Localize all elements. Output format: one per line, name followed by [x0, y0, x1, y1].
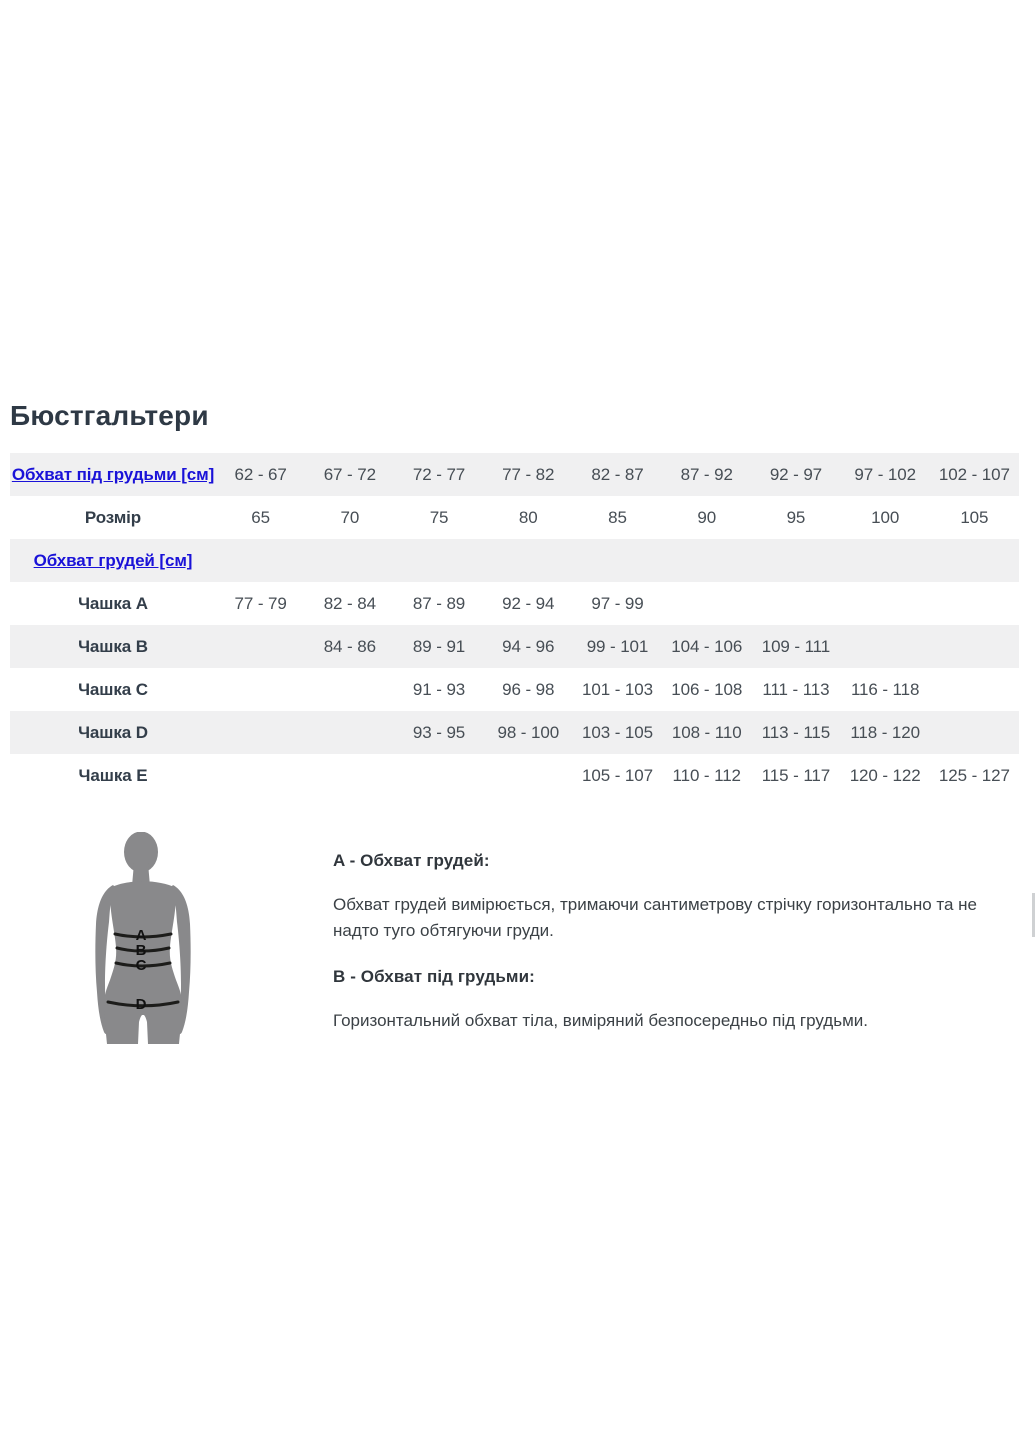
- table-cell: 108 - 110: [671, 723, 742, 742]
- table-cell: 109 - 111: [761, 637, 831, 656]
- table-cell: 95: [786, 508, 806, 527]
- section-b-body: Горизонтальний обхват тіла, виміряний безпосередньо під грудьми.: [333, 1011, 868, 1030]
- section-a-body: Обхват грудей вимірюється, тримаючи сантиметрову стрічку горизонтально та не надто туго обтягуючи груди.: [333, 895, 978, 940]
- table-cell: 70: [340, 508, 360, 527]
- table-row: [10, 496, 1019, 539]
- table-cell: 98 - 100: [497, 723, 560, 742]
- row-label: Чашка D: [78, 723, 148, 742]
- table-cell: 97 - 99: [591, 594, 644, 613]
- measure-label-d: D: [135, 996, 147, 1013]
- row-label-link[interactable]: Обхват під грудьми [см]: [11, 465, 215, 484]
- table-cell: 97 - 102: [854, 465, 916, 484]
- table-cell: 91 - 93: [412, 680, 466, 699]
- table-cell: 102 - 107: [938, 465, 1010, 484]
- table-cell: 62 - 67: [234, 465, 287, 484]
- table-row: [10, 582, 1019, 625]
- row-label: Чашка E: [78, 766, 148, 785]
- size-table: [10, 453, 1019, 797]
- table-cell: 100: [871, 508, 900, 527]
- table-cell: 110 - 112: [672, 766, 741, 785]
- table-cell: 65: [251, 508, 270, 527]
- table-cell: 77 - 82: [502, 465, 555, 484]
- table-cell: 101 - 103: [582, 680, 653, 699]
- female-silhouette-icon: [89, 832, 197, 1044]
- section-b-heading: B - Обхват під грудьми:: [333, 967, 535, 986]
- table-cell: 104 - 106: [671, 637, 743, 656]
- row-label: Чашка B: [78, 637, 148, 656]
- table-cell: 75: [429, 508, 449, 527]
- table-cell: 120 - 122: [849, 766, 921, 785]
- table-cell: 116 - 118: [850, 680, 920, 699]
- table-row: [10, 754, 1019, 797]
- table-cell: 93 - 95: [412, 723, 466, 742]
- table-cell: 99 - 101: [586, 637, 649, 656]
- table-cell: 82 - 84: [323, 594, 376, 613]
- table-cell: 77 - 79: [234, 594, 287, 613]
- table-cell: 92 - 97: [769, 465, 823, 484]
- table-cell: 82 - 87: [591, 465, 644, 484]
- body-measurement-diagram: [89, 832, 197, 1044]
- table-cell: 67 - 72: [323, 465, 376, 484]
- table-cell: 80: [518, 508, 538, 527]
- measure-label-b: B: [135, 942, 147, 959]
- table-cell: 105: [960, 508, 989, 527]
- table-row: [10, 453, 1019, 496]
- table-row: [10, 711, 1019, 754]
- table-cell: 96 - 98: [502, 680, 555, 699]
- section-a-heading: A - Обхват грудей:: [333, 851, 490, 870]
- table-cell: 90: [697, 508, 717, 527]
- table-cell: 125 - 127: [938, 766, 1010, 785]
- table-row: [10, 539, 1019, 582]
- measure-label-a: A: [135, 927, 147, 944]
- table-cell: 94 - 96: [502, 637, 555, 656]
- table-cell: 111 - 113: [762, 680, 830, 699]
- measure-label-c: C: [135, 957, 147, 974]
- table-cell: 87 - 92: [680, 465, 733, 484]
- table-cell: 106 - 108: [671, 680, 743, 699]
- table-cell: 72 - 77: [412, 465, 466, 484]
- table-cell: 113 - 115: [761, 723, 831, 742]
- table-cell: 105 - 107: [582, 766, 653, 785]
- table-cell: 84 - 86: [323, 637, 376, 656]
- table-cell: 92 - 94: [502, 594, 555, 613]
- row-label: Чашка A: [78, 594, 148, 613]
- table-row: [10, 625, 1019, 668]
- row-label: Чашка C: [78, 680, 148, 699]
- row-label-link[interactable]: Обхват грудей [см]: [33, 551, 193, 570]
- table-cell: 89 - 91: [412, 637, 466, 656]
- table-cell: 103 - 105: [582, 723, 653, 742]
- table-cell: 118 - 120: [850, 723, 920, 742]
- page-title: Бюстгальтери: [10, 400, 209, 431]
- table-cell: 87 - 89: [412, 594, 466, 613]
- table-cell: 115 - 117: [761, 766, 831, 785]
- table-cell: 85: [608, 508, 627, 527]
- table-row: [10, 668, 1019, 711]
- row-label: Розмір: [84, 508, 142, 527]
